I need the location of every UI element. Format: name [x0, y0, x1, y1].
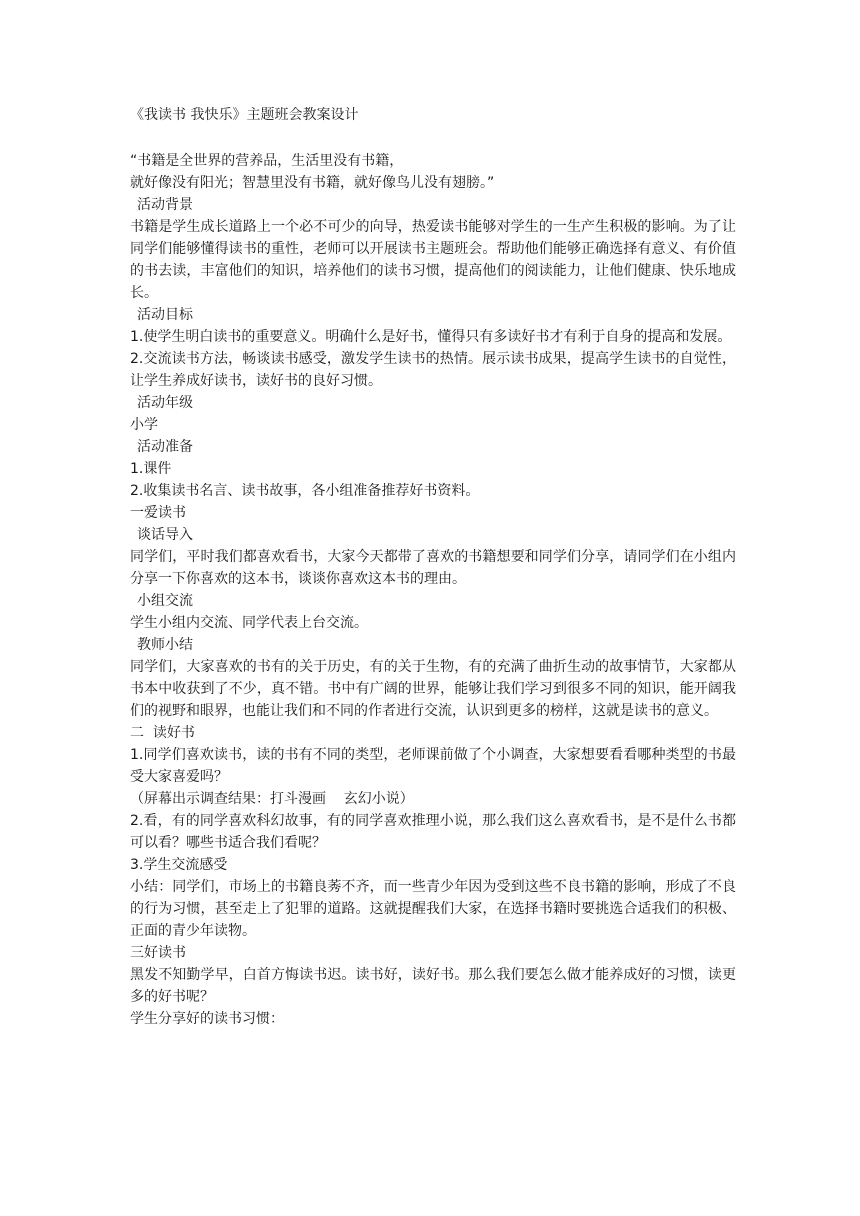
paragraph: 1.同学们喜欢读书，读的书有不同的类型，老师课前做了个小调查，大家想要看看哪种类型的书最受大家喜爱吗？ [130, 747, 736, 785]
text-line: 学生小组内交流、同学代表上台交流。 [130, 615, 368, 631]
paragraph: 2.看，有的同学喜欢科幻故事，有的同学喜欢推理小说，那么我们这么喜欢看书，是不是什么书都可以看？哪些书适合我们看呢？ [130, 813, 736, 851]
sub-heading: 小组交流 [137, 593, 193, 609]
paragraph: 同学们，平时我们都喜欢看书，大家今天都带了喜欢的书籍想要和同学们分享，请同学们在小组内分享一下你喜欢的这本书，谈谈你喜欢这本书的理由。 [130, 549, 736, 587]
text-line: 学生分享好的读书习惯： [130, 1011, 284, 1027]
sub-heading: 活动背景 [137, 197, 193, 213]
document-page [130, 104, 736, 1030]
text-line: 小学 [130, 417, 158, 433]
sub-heading: 活动年级 [137, 395, 193, 411]
paragraph: 书籍是学生成长道路上一个必不可少的向导，热爱读书能够对学生的一生产生积极的影响。为了让同学们能够懂得读书的重性，老师可以开展读书主题班会。帮助他们能够正确选择有意义、有价值的书去读，丰富他们的知识，培养他们的读书习惯，提高他们的阅读能力，让他们健康、快乐地成长。 [130, 219, 736, 301]
text-line: 就好像没有阳光；智慧里没有书籍，就好像鸟儿没有翅膀。” [130, 175, 495, 191]
paragraph: 2.交流读书方法，畅谈读书感受，激发学生读书的热情。展示读书成果，提高学生读书的自觉性，让学生养成好读书，读好书的良好习惯。 [130, 351, 736, 389]
text-line: （屏幕出示调查结果：打斗漫画 玄幻小说） [130, 791, 414, 807]
paragraph: 同学们，大家喜欢的书有的关于历史，有的关于生物，有的充满了曲折生动的故事情节，大家都从书本中收获到了不少，真不错。书中有广阔的世界，能够让我们学习到很多不同的知识，能开阔我们的视野和眼界，也能让我们和不同的作者进行交流，认识到更多的榜样，这就是读书的意义。 [130, 659, 736, 719]
section-heading: 二 读好书 [130, 725, 195, 741]
text-line: 一爱读书 [130, 505, 186, 521]
text-line: 2.收集读书名言、读书故事，各小组准备推荐好书资料。 [130, 483, 480, 499]
document-body [130, 150, 736, 1030]
paragraph: 小结：同学们，市场上的书籍良莠不齐，而一些青少年因为受到这些不良书籍的影响，形成了不良的行为习惯，甚至走上了犯罪的道路。这就提醒我们大家，在选择书籍时要挑选合适我们的积极、正面的青少年读物。 [130, 879, 736, 939]
sub-heading: 谈话导入 [137, 527, 193, 543]
text-line: 3.学生交流感受 [130, 857, 228, 873]
paragraph: 黑发不知勤学早，白首方悔读书迟。读书好，读好书。那么我们要怎么做才能养成好的习惯，读更多的好书呢？ [130, 967, 736, 1005]
text-line: 1.课件 [130, 461, 172, 477]
sub-heading: 教师小结 [137, 637, 193, 653]
text-line: 三好读书 [130, 945, 186, 961]
text-line: “书籍是全世界的营养品，生活里没有书籍， [130, 153, 404, 169]
sub-heading: 活动目标 [137, 307, 193, 323]
sub-heading: 活动准备 [137, 439, 193, 455]
paragraph: 1.使学生明白读书的重要意义。明确什么是好书，懂得只有多读好书才有利于自身的提高和发展。 [130, 329, 732, 345]
document-title: 《我读书 我快乐》主题班会教案设计 [130, 107, 359, 123]
